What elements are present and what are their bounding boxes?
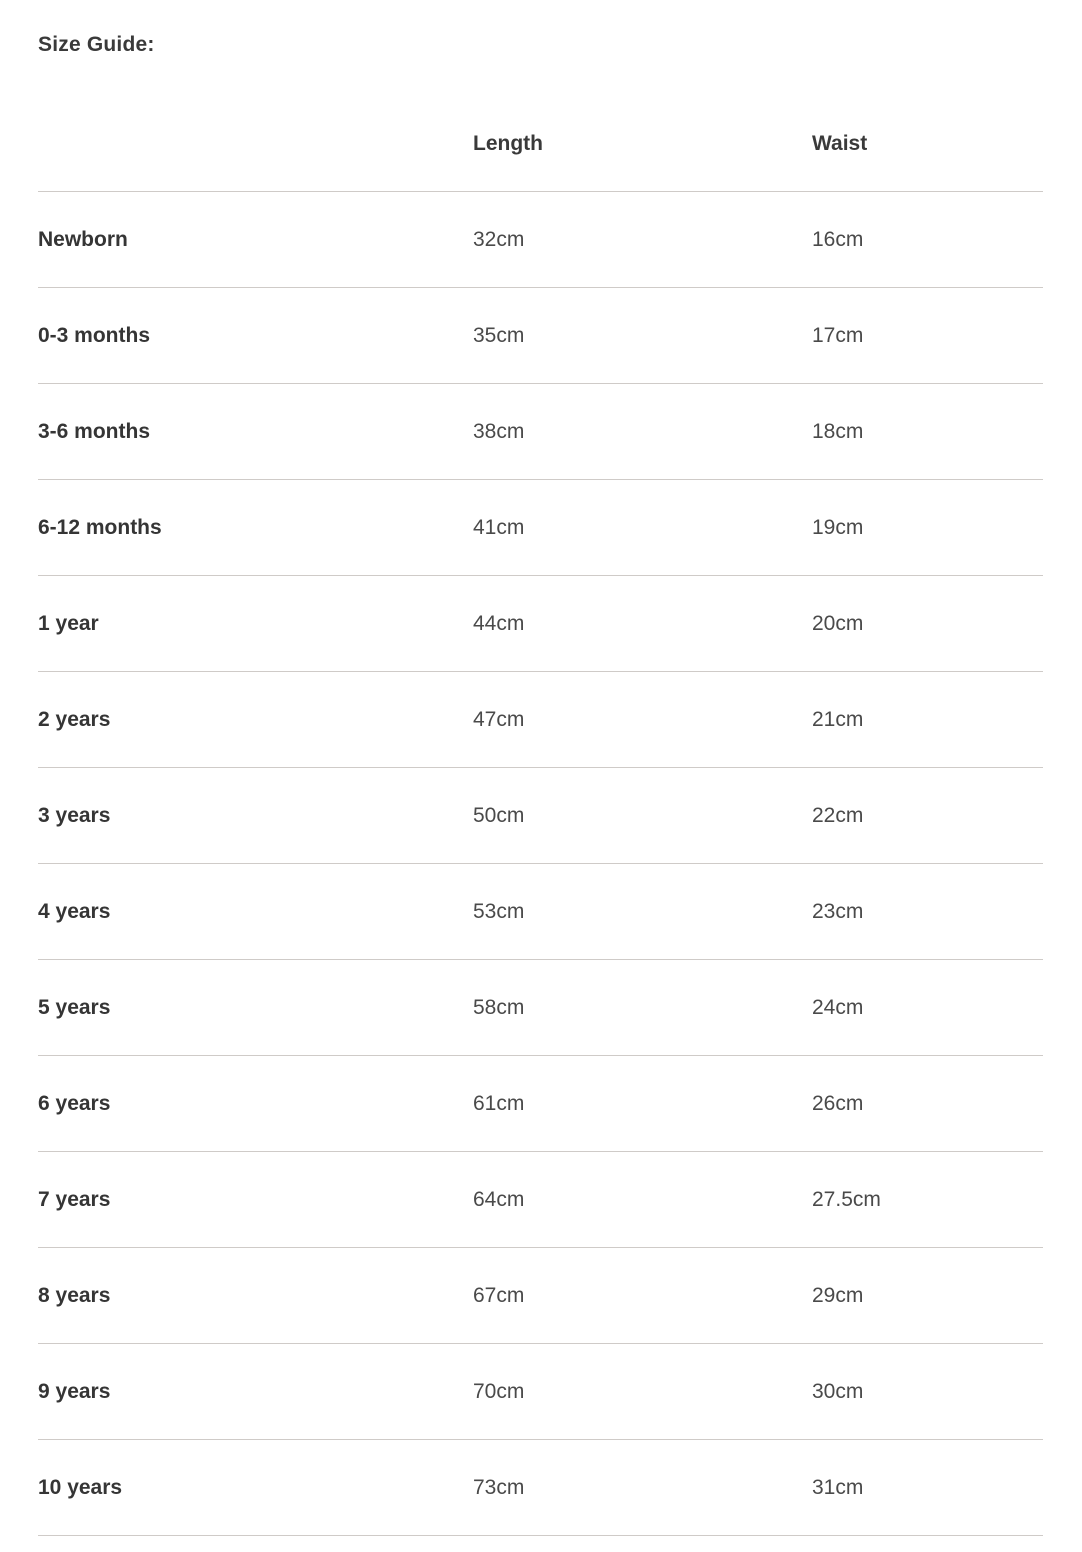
header-waist: Waist bbox=[812, 96, 1043, 192]
length-cell: 32cm bbox=[473, 192, 812, 288]
size-cell: 6 years bbox=[38, 1056, 473, 1152]
length-cell: 47cm bbox=[473, 672, 812, 768]
length-cell: 64cm bbox=[473, 1152, 812, 1248]
size-cell: Newborn bbox=[38, 192, 473, 288]
table-row bbox=[38, 192, 1043, 288]
table-row bbox=[38, 1440, 1043, 1536]
size-cell: 4 years bbox=[38, 864, 473, 960]
size-cell: 3-6 months bbox=[38, 384, 473, 480]
waist-cell: 26cm bbox=[812, 1056, 1043, 1152]
length-cell: 41cm bbox=[473, 480, 812, 576]
waist-cell: 16cm bbox=[812, 192, 1043, 288]
size-cell: 8 years bbox=[38, 1248, 473, 1344]
table-row bbox=[38, 1152, 1043, 1248]
size-table bbox=[38, 96, 1043, 1536]
table-row bbox=[38, 864, 1043, 960]
size-cell: 10 years bbox=[38, 1440, 473, 1536]
table-row bbox=[38, 576, 1043, 672]
waist-cell: 17cm bbox=[812, 288, 1043, 384]
table-row bbox=[38, 1344, 1043, 1440]
length-cell: 50cm bbox=[473, 768, 812, 864]
length-cell: 70cm bbox=[473, 1344, 812, 1440]
table-row bbox=[38, 672, 1043, 768]
table-row bbox=[38, 480, 1043, 576]
table-header-row bbox=[38, 96, 1043, 192]
waist-cell: 19cm bbox=[812, 480, 1043, 576]
waist-cell: 18cm bbox=[812, 384, 1043, 480]
page-title: Size Guide: bbox=[38, 33, 155, 56]
size-cell: 7 years bbox=[38, 1152, 473, 1248]
table-row bbox=[38, 288, 1043, 384]
waist-cell: 23cm bbox=[812, 864, 1043, 960]
table-row bbox=[38, 960, 1043, 1056]
waist-cell: 31cm bbox=[812, 1440, 1043, 1536]
waist-cell: 27.5cm bbox=[812, 1152, 1043, 1248]
size-cell: 5 years bbox=[38, 960, 473, 1056]
header-length: Length bbox=[473, 96, 812, 192]
length-cell: 67cm bbox=[473, 1248, 812, 1344]
table-row bbox=[38, 384, 1043, 480]
size-cell: 0-3 months bbox=[38, 288, 473, 384]
length-cell: 44cm bbox=[473, 576, 812, 672]
length-cell: 35cm bbox=[473, 288, 812, 384]
size-cell: 1 year bbox=[38, 576, 473, 672]
header-size bbox=[38, 96, 473, 192]
waist-cell: 29cm bbox=[812, 1248, 1043, 1344]
table-row bbox=[38, 768, 1043, 864]
length-cell: 58cm bbox=[473, 960, 812, 1056]
size-cell: 9 years bbox=[38, 1344, 473, 1440]
length-cell: 73cm bbox=[473, 1440, 812, 1536]
size-cell: 2 years bbox=[38, 672, 473, 768]
table-body bbox=[38, 192, 1043, 1536]
table-row bbox=[38, 1056, 1043, 1152]
length-cell: 53cm bbox=[473, 864, 812, 960]
table-row bbox=[38, 1248, 1043, 1344]
waist-cell: 24cm bbox=[812, 960, 1043, 1056]
size-cell: 3 years bbox=[38, 768, 473, 864]
waist-cell: 20cm bbox=[812, 576, 1043, 672]
waist-cell: 21cm bbox=[812, 672, 1043, 768]
waist-cell: 30cm bbox=[812, 1344, 1043, 1440]
waist-cell: 22cm bbox=[812, 768, 1043, 864]
size-cell: 6-12 months bbox=[38, 480, 473, 576]
length-cell: 38cm bbox=[473, 384, 812, 480]
length-cell: 61cm bbox=[473, 1056, 812, 1152]
